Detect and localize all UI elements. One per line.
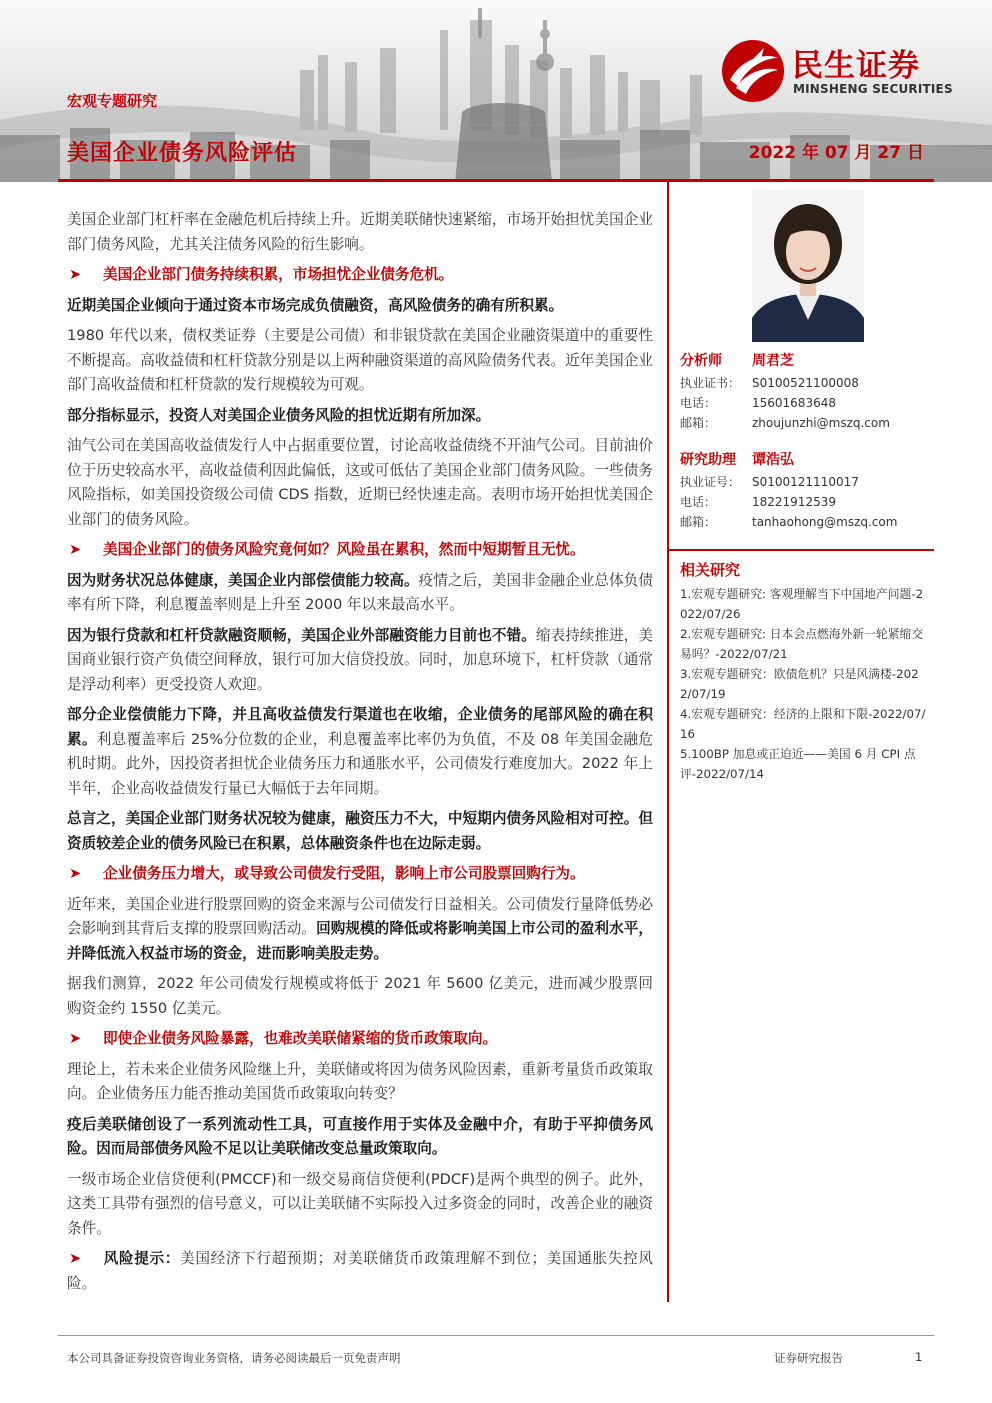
analyst-role: 分析师: [680, 353, 722, 369]
related-research-link[interactable]: 5.100BP 加息或正迫近——美国 6 月 CPI 点评-2022/07/14: [680, 747, 916, 781]
paragraph-text: 近年来，美国企业进行股票回购的资金来源与公司债发行日益相关。公司债发行量降低势必会影响到其背后支撑的股票回购活动。: [67, 895, 653, 937]
section-heading: [67, 862, 653, 887]
paragraph: 一级市场企业信贷便利(PMCCF)和一级交易商信贷便利(PDCF)是两个典型的例子。此外，这类工具带有强烈的信号意义，可以让美联储不实际投入过多资金的同时，改善企业的融资条件。: [67, 1170, 653, 1237]
key-point: 部分指标显示，投资人对美国企业债务风险的担忧近期有所加深。: [67, 406, 491, 424]
logo-text-en: MINSHENG SECURITIES: [793, 82, 953, 96]
cert-number: S0100521100008: [752, 376, 859, 390]
section-heading-text: 美国企业部门的债务风险究竟何如？风险虽在累积，然而中短期暂且无忧。: [103, 541, 585, 558]
sidebar-divider: [668, 549, 934, 551]
section-heading-text: 美国企业部门债务持续积累，市场担忧企业债务危机。: [103, 266, 454, 283]
bullet-arrow-icon: ➤: [69, 1250, 82, 1267]
related-research-title: 相关研究: [680, 561, 741, 579]
cert-label: 执业证号：: [680, 475, 741, 489]
analyst-card-2: [680, 450, 920, 532]
key-point: 因为财务状况总体健康，美国企业内部偿债能力较高。: [67, 571, 419, 589]
email-label: 邮箱：: [680, 416, 717, 430]
analyst-photo: [752, 190, 864, 342]
key-point: 近期美国企业倾向于通过资本市场完成负债融资，高风险债务的确有所积累。: [67, 296, 564, 314]
bullet-arrow-icon: ➤: [69, 266, 82, 283]
paragraph: [67, 893, 653, 967]
bullet-arrow-icon: ➤: [69, 1030, 82, 1047]
header-banner: [0, 0, 992, 182]
related-research-link[interactable]: 2.宏观专题研究: 日本会点燃海外新一轮紧缩交易吗？-2022/07/21: [680, 627, 924, 661]
paragraph: 理论上，若未来企业债务风险继上升，美联储或将因为债务风险因素，重新考量货币政策取向。企业债务压力能否推动美国货币政策取向转变？: [67, 1060, 653, 1102]
report-summary: [67, 208, 653, 1302]
section-heading: [67, 1027, 653, 1052]
bullet-arrow-icon: ➤: [69, 541, 82, 558]
footer-divider: [58, 1335, 934, 1336]
report-date: 2022 年 07 月 27 日: [748, 143, 924, 163]
risk-warning: [67, 1247, 653, 1296]
section-heading-text: 即使企业债务风险暴露，也难改美联储紧缩的货币政策取向。: [103, 1030, 498, 1047]
related-research-list: [680, 584, 926, 784]
phone-number: 15601683648: [752, 396, 836, 410]
analyst-name: 谭浩弘: [752, 452, 794, 468]
email-label: 邮箱：: [680, 515, 717, 529]
bullet-arrow-icon: ➤: [69, 865, 82, 882]
phone-label: 电话：: [680, 495, 717, 509]
risk-text: 美国经济下行超预期；对美联储货币政策理解不到位；美国通胀失控风险。: [67, 1250, 653, 1292]
phone-number: 18221912539: [752, 495, 836, 509]
paragraph-text: 利息覆盖率后 25%分位数的企业，利息覆盖率比率仍为负值，不及 08 年美国金融危机时期。此外，因投资者担忧企业债务压力和通胀水平，公司债发行难度加大。2022 年上半年，企业高收益债发行量已大幅低于去年同期。: [67, 730, 653, 797]
paragraph: 1980 年代以来，债权类证券（主要是公司债）和非银贷款在美国企业融资渠道中的重要性不断提高。高收益债和杠杆贷款分别是以上两种融资渠道的高风险债务代表。近年美国企业部门高收益债和杠杆贷款的发行规模较为可观。: [67, 327, 653, 393]
section-heading: [67, 263, 653, 288]
related-research-link[interactable]: 4.宏观专题研究：经济的上限和下限-2022/07/16: [680, 707, 926, 741]
paragraph: 油气公司在美国高收益债发行人中占据重要位置，讨论高收益债绕不开油气公司。目前油价位于历史较高水平，高收益债利因此偏低，这或可低估了美国企业部门债务风险。一些债务风险指标，如美国投资级公司债 CDS 指数，近期已经快速走高。表明市场开始担忧美国企业部门的债务风险。: [67, 437, 653, 528]
cert-number: S0100121110017: [752, 475, 859, 489]
key-point: 总言之，美国企业部门财务状况较为健康，融资压力不大，中短期内债务风险相对可控。但资质较差企业的债务风险已在积累，总体融资条件也在边际走弱。: [67, 810, 653, 852]
paragraph: [67, 624, 653, 698]
minsheng-emblem-icon: [720, 38, 786, 104]
risk-label: 风险提示：: [103, 1250, 181, 1267]
report-title: 美国企业债务风险评估: [67, 141, 298, 166]
key-point: 因为银行贷款和杠杆贷款融资顺畅，美国企业外部融资能力目前也不错。: [67, 626, 536, 644]
cert-label: 执业证书：: [680, 376, 741, 390]
minsheng-logo: [720, 38, 970, 106]
email-address: zhoujunzhi@mszq.com: [752, 416, 890, 430]
report-category: 宏观专题研究: [67, 92, 158, 110]
section-heading-text: 企业债务压力增大，或导致公司债发行受阻，影响上市公司股票回购行为。: [103, 865, 585, 882]
footer-doc-type: 证券研究报告: [774, 1351, 843, 1365]
email-address: tanhaohong@mszq.com: [752, 515, 898, 529]
key-point: 疫后美联储创设了一系列流动性工具，可直接作用于实体及金融中介，有助于平抑债务风险。因而局部债务风险不足以让美联储改变总量政策取向。: [67, 1115, 653, 1157]
header-divider: [58, 179, 934, 182]
key-point: 回购规模的降低或将影响美国上市公司的盈利水平，并降低流入权益市场的资金，进而影响美股走势。: [67, 920, 653, 962]
analyst-role: 研究助理: [680, 452, 736, 468]
analyst-card-1: [680, 351, 920, 433]
paragraph: [67, 569, 653, 618]
paragraph: [67, 703, 653, 801]
column-divider: [667, 182, 669, 1302]
footer-disclaimer: 本公司具备证券投资咨询业务资格，请务必阅读最后一页免责声明: [67, 1351, 401, 1365]
analyst-name: 周君芝: [752, 353, 794, 369]
page-number: 1: [915, 1350, 923, 1364]
related-research-link[interactable]: 1.宏观专题研究: 客观理解当下中国地产问题-2022/07/26: [680, 587, 924, 621]
logo-text-cn: 民生证券: [792, 48, 920, 84]
phone-label: 电话：: [680, 396, 717, 410]
related-research-link[interactable]: 3.宏观专题研究：欧债危机？只是风满楼-2022/07/19: [680, 667, 919, 701]
intro-paragraph: 美国企业部门杠杆率在金融危机后持续上升。近期美联储快速紧缩，市场开始担忧美国企业部门债务风险，尤其关注债务风险的衍生影响。: [67, 211, 653, 253]
analyst-portrait-image: [752, 190, 864, 342]
paragraph-text: 疫情之后，美国非金融企业总体负债率有所下降，利息覆盖率则是上升至 2000 年以来最高水平。: [67, 571, 653, 613]
section-heading: [67, 538, 653, 563]
key-point: 部分企业偿债能力下降，并且高收益债发行渠道也在收缩，企业债务的尾部风险的确在积累。: [67, 706, 653, 748]
paragraph-text: 缩表持续推进，美国商业银行资产负债空间释放，银行可加大信贷投放。同时，加息环境下，杠杆贷款（通常是浮动利率）更受投资人欢迎。: [67, 626, 653, 693]
paragraph: 据我们测算，2022 年公司债发行规模或将低于 2021 年 5600 亿美元，进而减少股票回购资金约 1550 亿美元。: [67, 975, 653, 1017]
